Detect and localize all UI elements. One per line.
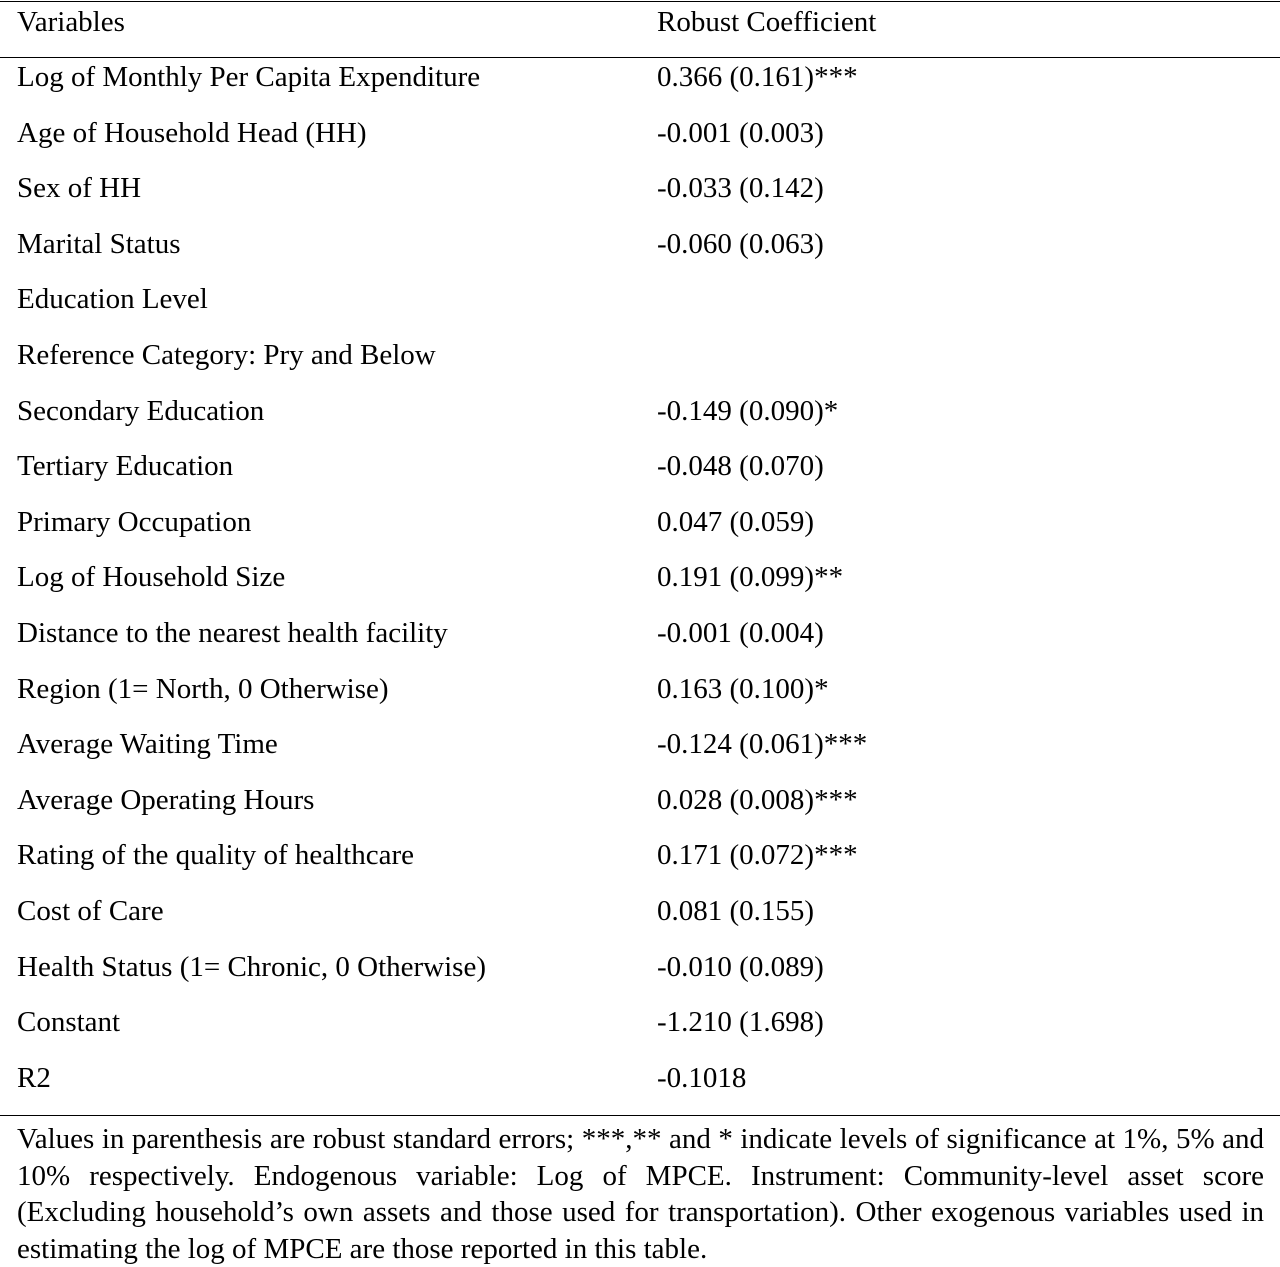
coefficient-cell: -0.001 (0.003)	[657, 116, 824, 149]
coefficient-cell: 0.171 (0.072)***	[657, 839, 858, 872]
coefficient-cell: -0.001 (0.004)	[657, 616, 824, 649]
table-row	[0, 892, 1280, 948]
table-row	[0, 114, 1280, 170]
table-row	[0, 280, 1280, 336]
variable-cell: Primary Occupation	[17, 505, 252, 538]
table-row	[0, 1003, 1280, 1059]
coefficient-cell: -0.033 (0.142)	[657, 172, 824, 205]
coefficient-cell: -0.060 (0.063)	[657, 227, 824, 260]
variable-cell: Distance to the nearest health facility	[17, 616, 448, 649]
coefficient-cell: 0.366 (0.161)***	[657, 61, 858, 93]
variable-cell: Sex of HH	[17, 172, 142, 205]
coefficient-cell: 0.028 (0.008)***	[657, 783, 858, 816]
coefficient-cell: -1.210 (1.698)	[657, 1006, 824, 1039]
table-row	[0, 725, 1280, 781]
table-row	[0, 503, 1280, 559]
table-row	[0, 670, 1280, 726]
coefficient-cell: 0.191 (0.099)**	[657, 561, 844, 594]
variable-cell: Cost of Care	[17, 894, 164, 927]
table-row	[0, 336, 1280, 392]
variable-cell: Constant	[17, 1006, 121, 1039]
header-robust-coefficient: Robust Coefficient	[657, 6, 877, 38]
table-body	[0, 58, 1280, 1114]
table-row	[0, 1059, 1280, 1115]
variable-cell: Tertiary Education	[17, 450, 234, 483]
variable-cell: Average Waiting Time	[17, 728, 278, 761]
variable-cell: R2	[17, 1061, 51, 1094]
variable-cell: Age of Household Head (HH)	[17, 116, 367, 149]
variable-cell: Region (1= North, 0 Otherwise)	[17, 672, 389, 705]
variable-cell: Marital Status	[17, 227, 181, 260]
table-row	[0, 836, 1280, 892]
coefficient-cell: 0.081 (0.155)	[657, 894, 815, 927]
variable-cell: Log of Monthly Per Capita Expenditure	[17, 61, 481, 93]
table-row	[0, 558, 1280, 614]
table-row	[0, 169, 1280, 225]
variable-cell: Rating of the quality of healthcare	[17, 839, 414, 872]
variable-cell: Log of Household Size	[17, 561, 286, 594]
variable-cell: Health Status (1= Chronic, 0 Otherwise)	[17, 950, 486, 983]
table-row	[0, 948, 1280, 1004]
coefficient-cell: -0.149 (0.090)*	[657, 394, 839, 427]
coefficient-cell: -0.048 (0.070)	[657, 450, 824, 483]
table-row	[0, 58, 1280, 114]
variable-cell: Secondary Education	[17, 394, 265, 427]
coefficient-cell: -0.124 (0.061)***	[657, 728, 868, 761]
header-variables: Variables	[17, 6, 125, 38]
variable-cell: Reference Category: Pry and Below	[17, 338, 436, 371]
coefficient-cell: -0.010 (0.089)	[657, 950, 824, 983]
coefficient-cell: 0.163 (0.100)*	[657, 672, 829, 705]
table-row	[0, 392, 1280, 448]
table-row	[0, 781, 1280, 837]
table-row	[0, 225, 1280, 281]
table-bottom-rule	[0, 1115, 1280, 1116]
table-row	[0, 614, 1280, 670]
table-row	[0, 447, 1280, 503]
table-header-row	[0, 2, 1280, 56]
coefficient-cell: -0.1018	[657, 1061, 747, 1094]
table-footnote: Values in parenthesis are robust standard errors; ***,** and * indicate levels of significance at 1%, 5% and 10% respectively. Endogenous variable: Log of MPCE. Instrument: Community-level asset score (Excluding household’s own assets and those used for transportation). Other exogenous variables used in estimating the log of MPCE are those reported in this table.	[17, 1123, 1264, 1265]
variable-cell: Average Operating Hours	[17, 783, 315, 816]
coefficient-cell: 0.047 (0.059)	[657, 505, 815, 538]
variable-cell: Education Level	[17, 283, 208, 316]
